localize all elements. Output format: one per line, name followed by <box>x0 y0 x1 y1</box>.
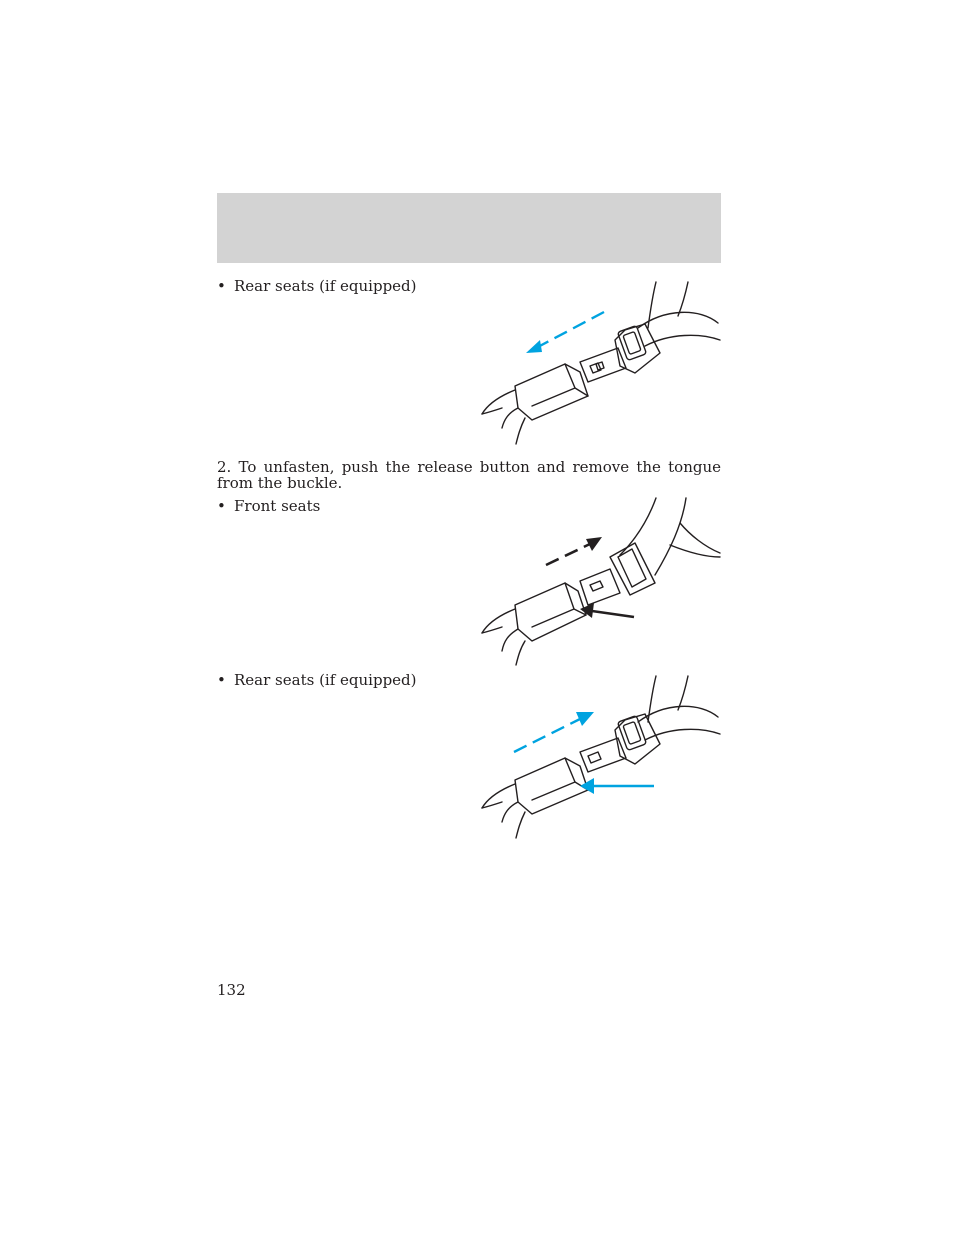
bullet-rear-seats-2 <box>217 672 417 688</box>
front-seat-unfasten-illustration <box>470 495 725 667</box>
bullet-label: Front seats <box>234 497 321 515</box>
bullet-label: Rear seats (if equipped) <box>234 671 417 689</box>
bullet-dot: • <box>217 497 226 515</box>
bullet-front-seats <box>217 498 320 514</box>
bullet-rear-seats-1 <box>217 278 417 294</box>
step-2-instruction: 2. To unfasten, push the release button and remove the tongue from the buckle. <box>217 458 721 492</box>
rear-seat-fasten-illustration <box>470 278 725 448</box>
bullet-label: Rear seats (if equipped) <box>234 277 417 295</box>
page-number: 132 <box>217 981 246 999</box>
bullet-dot: • <box>217 671 226 689</box>
bullet-dot: • <box>217 277 226 295</box>
rear-seat-unfasten-illustration <box>470 672 725 842</box>
section-header-band <box>217 193 721 263</box>
